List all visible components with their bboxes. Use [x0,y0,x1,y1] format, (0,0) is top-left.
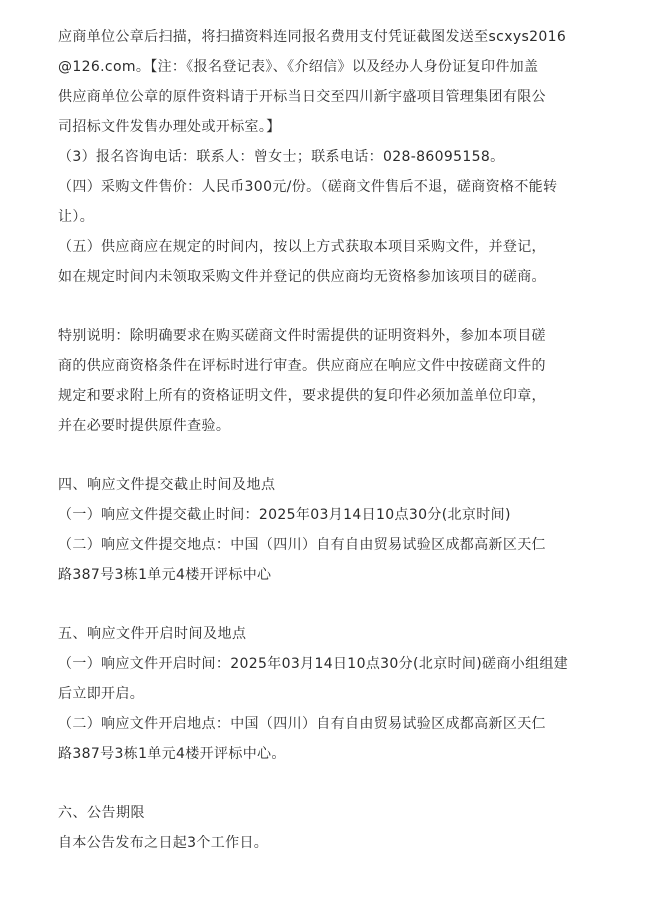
price-line: 让）。 [58,209,95,225]
section-heading: 五、响应文件开启时间及地点 [58,626,247,642]
acquisition-line: （五）供应商应在规定的时间内，按以上方式获取本项目采购文件，并登记， [58,239,546,255]
section-heading: 六、公告期限 [58,805,145,821]
section-line: （二）响应文件开启地点：中国（四川）自有自由贸易试验区成都高新区天仁 [58,716,546,732]
intro-line: 司招标文件发售办理处或开标室。】 [58,119,281,135]
intro-line: 应商单位公章后扫描，将扫描资料连同报名费用支付凭证截图发送至scxys2016 [58,29,567,45]
special-note-line: 特别说明：除明确要求在购买磋商文件时需提供的证明资料外，参加本项目磋 [58,328,546,344]
section-line: 自本公告发布之日起3个工作日。 [58,835,269,851]
special-note-line: 商的供应商资格条件在评标时进行审查。供应商应在响应文件中按磋商文件的 [58,358,546,374]
special-note-line: 规定和要求附上所有的资格证明文件，要求提供的复印件必须加盖单位印章， [58,388,546,404]
section-line: 后立即开启。 [58,686,145,702]
section-heading: 四、响应文件提交截止时间及地点 [58,477,276,493]
section-line: （二）响应文件提交地点：中国（四川）自有自由贸易试验区成都高新区天仁 [58,537,546,553]
special-note-block [58,321,589,441]
intro-block [58,22,589,292]
section-line: 路387号3栋1单元4楼开评标中心。 [58,746,286,762]
spacer [58,590,589,619]
spacer [58,769,589,798]
contact-line: （3）报名咨询电话：联系人：曾女士；联系电话：028-86095158。 [58,149,505,165]
special-note-line: 并在必要时提供原件查验。 [58,418,231,434]
intro-line: @126.com。【注：《报名登记表》、《介绍信》以及经办人身份证复印件加盖 [58,59,539,75]
spacer [58,292,589,321]
section-line: 路387号3栋1单元4楼开评标中心 [58,567,272,583]
price-line: （四）采购文件售价：人民币300元/份。（磋商文件售后不退，磋商资格不能转 [58,179,558,195]
section-4 [58,470,589,590]
section-6 [58,798,589,858]
section-line: （一）响应文件开启时间：2025年03月14日10点30分(北京时间)磋商小组组建 [58,656,569,672]
spacer [58,441,589,470]
intro-line: 供应商单位公章的原件资料请于开标当日交至四川新宇盛项目管理集团有限公 [58,89,546,105]
section-5 [58,619,589,769]
section-line: （一）响应文件提交截止时间：2025年03月14日10点30分(北京时间) [58,507,511,523]
acquisition-line: 如在规定时间内未领取采购文件并登记的供应商均无资格参加该项目的磋商。 [58,269,546,285]
